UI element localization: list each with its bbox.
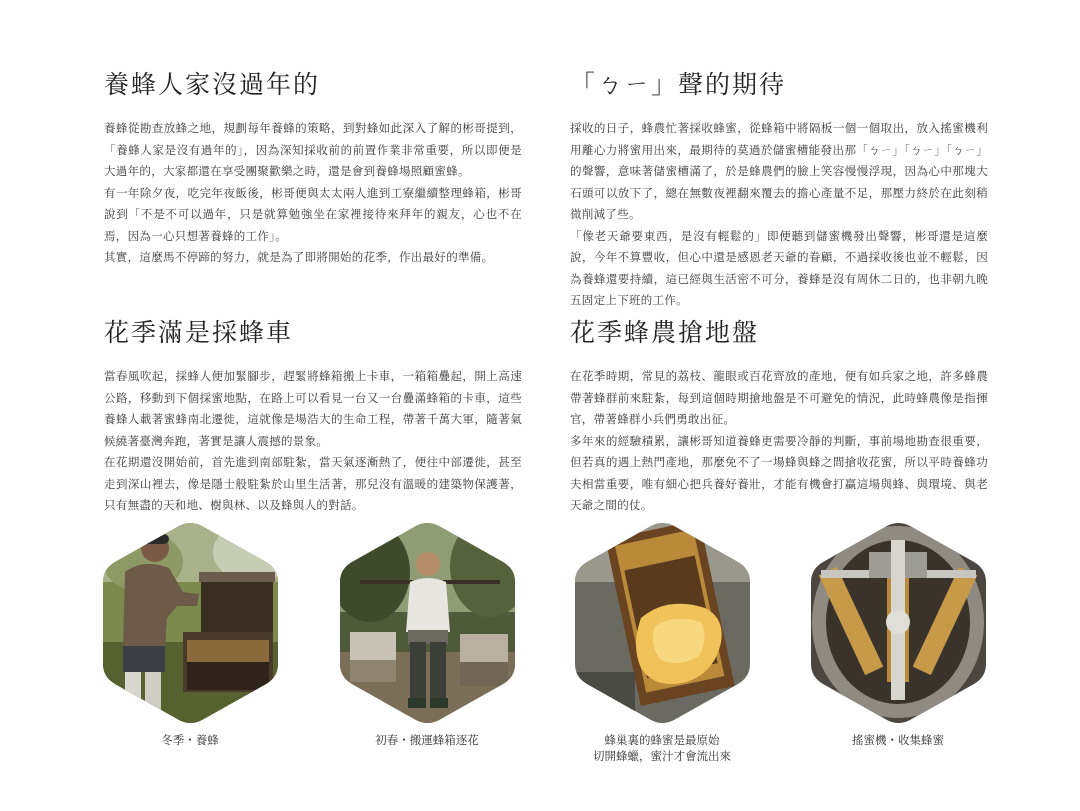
section-paragraph: 採收的日子，蜂農忙著採收蜂蜜，從蜂箱中將隔板一個一個取出，放入搖蜜機利用離心力將蜜用出來，最期待的莫過於儲蜜槽能發出那「ㄅㄧ」「ㄅㄧ」「ㄅㄧ」的聲響，意味著儲蜜槽滿了，於是蜂農們的臉上笑容慢慢浮現，因為心中那塊大石頭可以放下了，總在無數夜裡翻來覆去的擔心產量不足，那壓力終於在此刻稍微削減了些。 [570,121,988,221]
section-paragraph: 「像老天爺要東西，是沒有輕鬆的」即便聽到儲蜜機發出聲響，彬哥還是這麼說，今年不算豐收，但心中還是感恩老天爺的眷顧，不過採收後也並不輕鬆，因為養蜂還要持續，這已經與生活密不可分，養蜂是沒有周休二日的，也非朝九晚五固定上下班的工作。 [570,228,988,307]
photo-caption [788,732,1008,748]
beekeeper-winter-photo [103,522,278,724]
section-bee-trucks [104,316,522,517]
section-title: 「ㄅㄧ」聲的期待 [570,70,787,99]
photo-caption [80,732,300,748]
caption-line: 切開蜂蠟，蜜汁才會流出來 [593,749,731,763]
section-territory [570,316,988,517]
photo-caption [552,732,772,764]
section-paragraph: 當春風吹起，採蜂人便加緊腳步，趕緊將蜂箱搬上卡車，一箱箱疊起，開上高速公路，移動到下個採蜜地點，在路上可以看見一台又一台疊滿蜂箱的卡車，這些養蜂人載著蜜蜂南北遷徙，這就像是場浩大的生命工程，帶著千萬大軍，隨著氣候繞著臺灣奔跑，著實是讓人震撼的景象。 [104,369,522,448]
section-paragraph: 在花期還沒開始前，首先進到南部駐紮，當天氣逐漸熱了，便往中部遷徙，甚至走到深山裡去，像是隱士般駐紮於山里生活著，那兒沒有溫暖的建築物保護著，只有無盡的天和地、樹與林、以及蜂與人的對話。 [104,455,522,512]
section-winter-beekeeping [104,68,522,269]
beekeeper-moving-hives-photo [340,522,515,724]
honey-extractor-photo [811,522,986,724]
caption-line: 初春・搬運蜂箱逐花 [375,733,479,747]
section-title: 花季滿是採蜂車 [104,318,294,347]
section-paragraph: 多年來的經驗積累，讓彬哥知道養蜂更需要冷靜的判斷，事前場地勘查很重要，但若真的遇上熱門產地，那麼免不了一場蜂與蜂之間搶收花蜜，所以平時養蜂功夫相當重要，唯有細心把兵養好養壯，才能有機會打贏這場與蜂、與環境、與老天爺之間的仗。 [570,433,988,512]
section-paragraph: 在花季時期，常見的荔枝、龍眼或百花齊放的產地，便有如兵家之地，許多蜂農帶著蜂群前來駐紮，每到這個時期搶地盤是不可避免的情況，此時蜂農像是指揮官，帶著蜂群小兵們勇敢出征。 [570,369,988,426]
honeycomb-photo [575,522,750,724]
caption-line: 搖蜜機・收集蜂蜜 [852,733,944,747]
section-paragraph: 養蜂從勘查放蜂之地，規劃每年養蜂的策略，到對蜂如此深入了解的彬哥提到，「養蜂人家是沒有過年的」，因為深知採收前的前置作業非常重要，所以即便是大過年的，大家都還在享受團聚歡樂之時，還是會到養蜂場照顧蜜蜂。 [104,121,522,178]
caption-line: 冬季・養蜂 [161,733,219,747]
section-title: 花季蜂農搶地盤 [570,318,760,347]
section-harvest-sound [570,68,988,312]
section-paragraph: 其實，這麼馬不停蹄的努力，就是為了即將開始的花季，作出最好的準備。 [104,250,494,264]
photo-caption [317,732,537,748]
section-paragraph: 有一年除夕夜，吃完年夜飯後，彬哥便與太太兩人進到工寮繼續整理蜂箱，彬哥說到「不是不可以過年，只是就算勉強坐在家裡接待來拜年的親友，心也不在焉，因為一心只想著養蜂的工作」。 [104,185,522,243]
section-title: 養蜂人家沒過年的 [104,70,321,99]
caption-line: 蜂巢裏的蜂蜜是最原始 [604,733,720,747]
